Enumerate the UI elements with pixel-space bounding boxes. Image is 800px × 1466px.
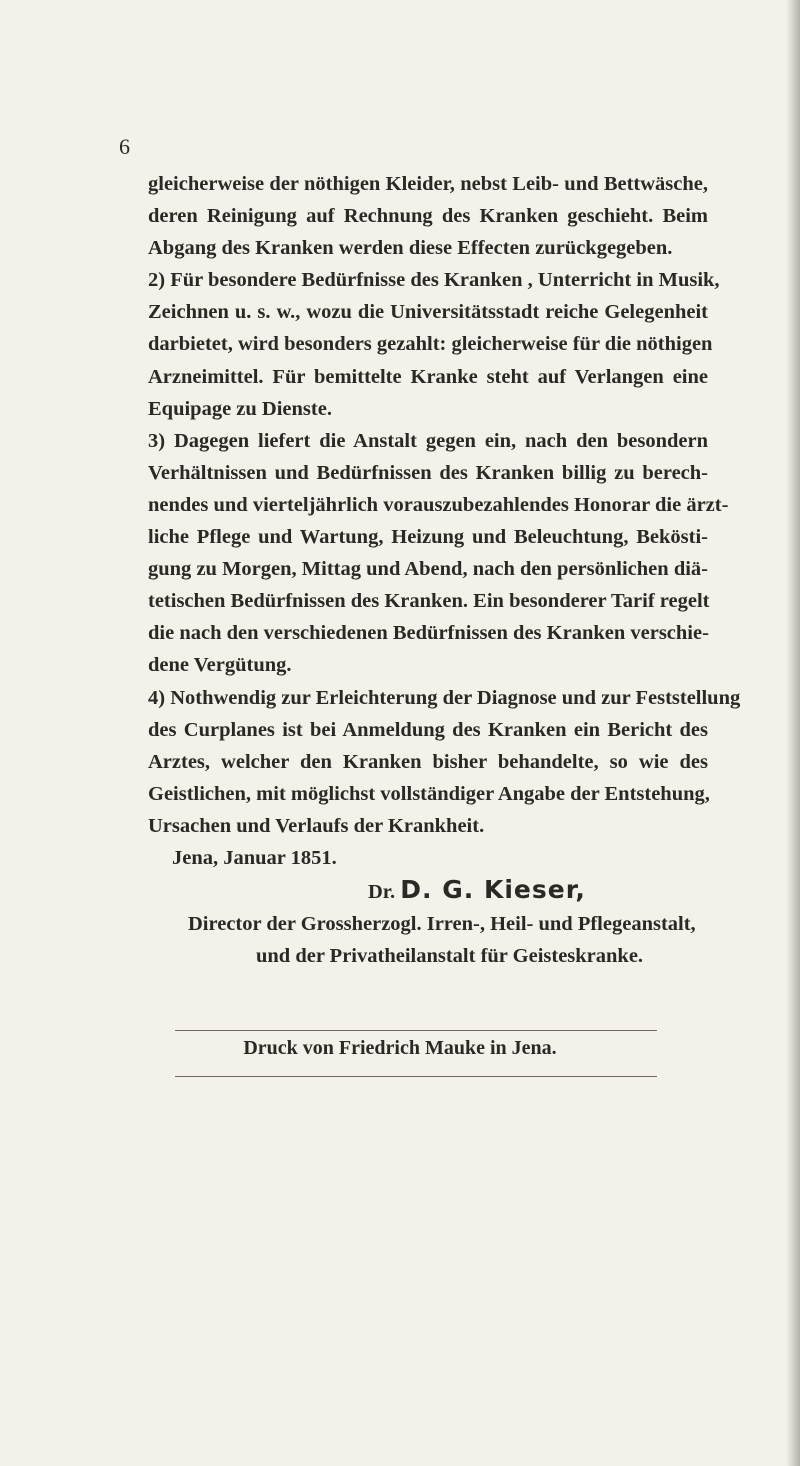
text-line: Geistlichen, mit möglichst vollständiger Angabe der Entstehung,: [148, 782, 710, 805]
text-line: Zeichnen u. s. w., wozu die Universitätsstadt reiche Gelegenheit: [148, 301, 708, 324]
place-date: Jena, Januar 1851.: [172, 846, 337, 869]
signature-role-line1: Director der Grossherzogl. Irren-, Heil- und Pflegeanstalt,: [188, 913, 696, 936]
text-line: 3) Dagegen liefert die Anstalt gegen ein, nach den besondern: [148, 429, 708, 452]
text-line: Abgang des Kranken werden diese Effecten zurückgegeben.: [148, 237, 673, 260]
printer-imprint: Druck von Friedrich Mauke in Jena.: [243, 1037, 557, 1059]
text-line: Verhältnissen und Bedürfnissen des Kranken billig zu berech-: [148, 461, 708, 484]
signature-prefix: Dr.: [368, 881, 396, 904]
signature-name: [148, 874, 708, 908]
text-line: Equipage zu Dienste.: [148, 397, 332, 420]
text-line: tetischen Bedürfnissen des Kranken. Ein besonderer Tarif regelt: [148, 590, 710, 613]
text-line: gleicherweise der nöthigen Kleider, nebst Leib- und Bettwäsche,: [148, 173, 708, 195]
text-line: nendes und vierteljährlich vorauszubezahlendes Honorar die ärzt-: [148, 493, 729, 516]
page-number: 6: [119, 134, 130, 159]
text-line: dene Vergütung.: [148, 654, 292, 677]
text-line: deren Reinigung auf Rechnung des Kranken geschieht. Beim: [148, 205, 708, 228]
text-line: liche Pflege und Wartung, Heizung und Beleuchtung, Bekösti-: [148, 526, 708, 549]
text-line: gung zu Morgen, Mittag und Abend, nach den persönlichen diä-: [148, 558, 708, 581]
signature-surname: D. G. Kieser,: [400, 875, 586, 905]
bottom-rule: [175, 1076, 657, 1077]
page-edge-shadow: [786, 0, 800, 1466]
text-line: 4) Nothwendig zur Erleichterung der Diagnose und zur Feststellung: [148, 686, 741, 709]
text-line: die nach den verschiedenen Bedürfnissen des Kranken verschie-: [148, 622, 709, 645]
text-line: 2) Für besondere Bedürfnisse des Kranken , Unterricht in Musik,: [148, 269, 720, 292]
signature-role-line2: und der Privatheilanstalt für Geisteskranke.: [256, 945, 644, 968]
top-rule: [175, 1030, 657, 1031]
text-line: des Curplanes ist bei Anmeldung des Kranken ein Bericht des: [148, 718, 708, 741]
body-text: [148, 168, 741, 972]
text-line: Ursachen und Verlaufs der Krankheit.: [148, 814, 485, 837]
text-line: Arztes, welcher den Kranken bisher behandelte, so wie des: [148, 750, 708, 773]
text-line: Arzneimittel. Für bemittelte Kranke steht auf Verlangen eine: [148, 365, 708, 388]
text-line: darbietet, wird besonders gezahlt: gleicherweise für die nöthigen: [148, 333, 713, 356]
